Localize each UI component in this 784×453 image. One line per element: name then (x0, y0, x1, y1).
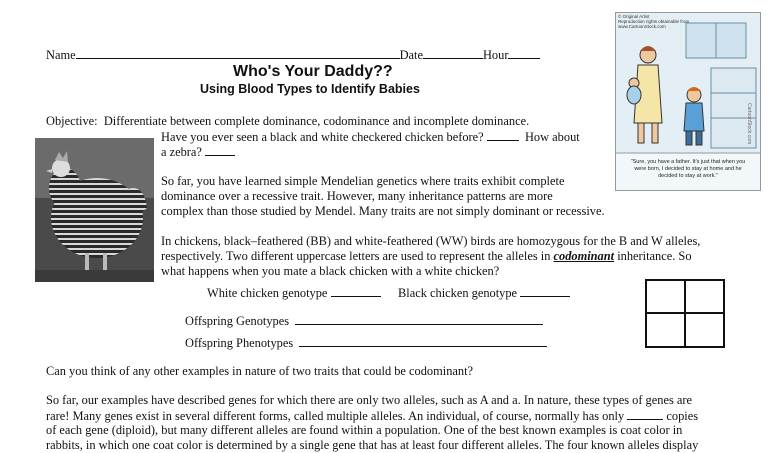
para2-line2 (161, 249, 692, 264)
copies-answer[interactable] (627, 408, 663, 420)
objective-label: Objective: (46, 114, 98, 128)
cartoon-credit-line1: © Original Artist (618, 14, 650, 19)
date-field[interactable] (423, 47, 483, 59)
name-label: Name (46, 48, 76, 62)
intro-question-text: Have you ever seen a black and white checkered chicken before? (161, 130, 484, 144)
para2-line1: In chickens, black–feathered (BB) and white-feathered (WW) birds are homozygous for the B and W alleles, (161, 234, 701, 248)
objective (46, 114, 529, 129)
para2-text-end: inheritance. So (617, 249, 692, 263)
page-subtitle: Using Blood Types to Identify Babies (200, 82, 420, 96)
chicken-photo (35, 138, 154, 282)
cartoon-credit-line2: Reproduction rights obtainable from (618, 19, 690, 24)
para1-line1: So far, you have learned simple Mendelian genetics where traits exhibit complete (161, 174, 565, 188)
para1-line3: complex than those studied by Mendel. Many traits are not simply dominant or recessive. (161, 204, 605, 218)
cartoon-caption-line2: were born, I decided to stay at home and he (634, 166, 742, 172)
offspring-genotypes-row (185, 313, 543, 329)
para3-line4: rabbits, in which one coat color is determined by a single gene that has at least four different alleles. The four known alleles display (46, 438, 699, 452)
cartoon-caption (626, 159, 750, 180)
zebra-question: a zebra? (161, 145, 202, 159)
barred-chicken-image (35, 138, 154, 282)
black-genotype-label: Black chicken genotype (398, 286, 518, 300)
zebra-answer[interactable] (205, 144, 235, 156)
white-genotype-label: White chicken genotype (207, 286, 328, 300)
intro-question-line1 (161, 129, 580, 145)
para3-line2 (46, 408, 698, 424)
offspring-phenotypes-row (185, 335, 547, 351)
checkered-chicken-answer[interactable] (487, 129, 519, 141)
para2-line3: what happens when you mate a black chicken with a white chicken? (161, 264, 500, 278)
para1-line2: dominance over a recessive trait. However, many inheritance patterns are more (161, 189, 553, 203)
black-genotype-row (398, 285, 570, 301)
para3-line1: So far, our examples have described genes for which there are only two alleles, such as A and a. In nature, these types of genes are (46, 393, 692, 407)
punnett-square[interactable] (645, 279, 725, 348)
cartoon-caption-line3: decided to stay at work." (658, 173, 718, 179)
objective-text: Differentiate between complete dominance, codominance and incomplete dominance. (103, 114, 530, 128)
date-label: Date (399, 48, 423, 62)
offspring-genotypes-label: Offspring Genotypes (185, 314, 290, 328)
cartoon-image (615, 12, 761, 191)
para3-line3: of each gene (diploid), but many different alleles are found within a population. One of the best known examples is coat color in (46, 423, 683, 437)
offspring-phenotypes-label: Offspring Phenotypes (185, 336, 294, 350)
header-line (46, 47, 540, 63)
hour-field[interactable] (508, 47, 540, 59)
intro-question-line2 (161, 144, 235, 160)
para3-text-end: copies (666, 409, 699, 423)
para3-text: rare! Many genes exist in several different forms, called multiple alleles. An individual, of course, normally has only (46, 409, 625, 423)
cartoon-credit (618, 14, 689, 29)
cartoon-caption-line1: "Sure, you have a father. It's just that when you (630, 159, 746, 165)
cartoon-credit-line3: www.CartoonStock.com (618, 24, 666, 29)
codominant-term: codominant (553, 249, 615, 263)
white-genotype-row (207, 285, 381, 301)
punnett-divider-horizontal (647, 312, 723, 314)
offspring-genotypes-field[interactable] (295, 313, 543, 325)
codominant-examples-question: Can you think of any other examples in nature of two traits that could be codominant? (46, 364, 474, 378)
para2-text: respectively. Two different uppercase letters are used to represent the alleles in (161, 249, 551, 263)
page-title: Who's Your Daddy?? (233, 63, 393, 80)
black-genotype-field[interactable] (520, 285, 570, 297)
cartoon-side-watermark: CartoonStock.com (746, 103, 752, 145)
offspring-phenotypes-field[interactable] (299, 335, 547, 347)
intro-question-followup: How about (524, 130, 580, 144)
hour-label: Hour (482, 48, 509, 62)
white-genotype-field[interactable] (331, 285, 381, 297)
name-field[interactable] (76, 47, 400, 59)
